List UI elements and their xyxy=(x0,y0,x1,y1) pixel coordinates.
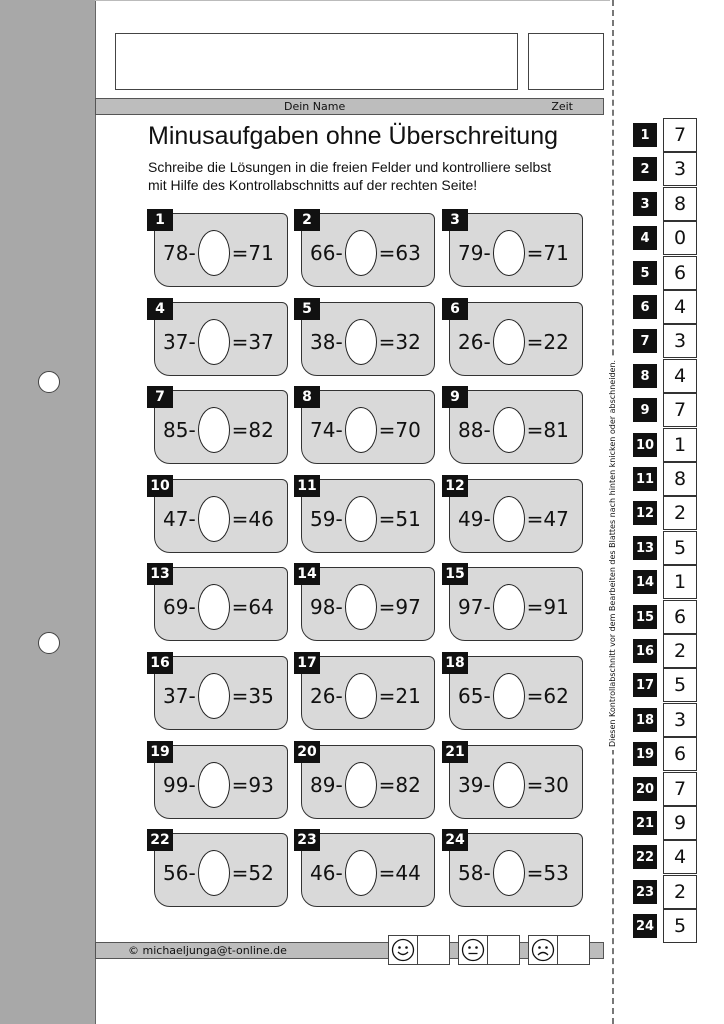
top-border-line xyxy=(95,0,610,1)
task-minuend: 89- xyxy=(310,773,343,797)
answer-number: 3 xyxy=(633,192,657,216)
answer-row xyxy=(633,737,697,771)
task-minuend: 58- xyxy=(458,861,491,885)
answer-number: 22 xyxy=(633,845,657,869)
answer-row xyxy=(633,565,697,599)
task-result: =37 xyxy=(231,330,274,354)
task-equation xyxy=(458,587,580,627)
answer-value: 4 xyxy=(663,840,697,874)
answer-value: 6 xyxy=(663,737,697,771)
task-number: 17 xyxy=(294,652,320,674)
task-number: 12 xyxy=(442,475,468,497)
task-number: 7 xyxy=(147,386,173,408)
task-minuend: 69- xyxy=(163,595,196,619)
rating-happy[interactable] xyxy=(388,935,450,965)
answer-value: 8 xyxy=(663,462,697,496)
answer-row xyxy=(633,359,697,393)
task-card xyxy=(442,386,582,466)
answer-number: 14 xyxy=(633,570,657,594)
sad-face-icon[interactable] xyxy=(528,935,558,965)
answer-oval[interactable] xyxy=(345,319,377,365)
answer-value: 1 xyxy=(663,428,697,462)
answer-number: 1 xyxy=(633,123,657,147)
answer-value: 6 xyxy=(663,600,697,634)
task-equation xyxy=(310,499,432,539)
task-equation xyxy=(163,853,285,893)
task-result: =52 xyxy=(231,861,274,885)
task-minuend: 79- xyxy=(458,241,491,265)
answer-oval[interactable] xyxy=(493,407,525,453)
answer-number: 13 xyxy=(633,536,657,560)
task-card xyxy=(147,209,287,289)
answer-number: 11 xyxy=(633,467,657,491)
task-card xyxy=(442,209,582,289)
answer-value: 3 xyxy=(663,152,697,186)
answer-value: 2 xyxy=(663,496,697,530)
task-result: =51 xyxy=(378,507,421,531)
task-minuend: 59- xyxy=(310,507,343,531)
task-result: =53 xyxy=(526,861,569,885)
task-equation xyxy=(310,676,432,716)
answer-oval[interactable] xyxy=(493,673,525,719)
task-card xyxy=(442,652,582,732)
task-result: =32 xyxy=(378,330,421,354)
task-minuend: 26- xyxy=(310,684,343,708)
time-field[interactable] xyxy=(528,33,604,90)
binder-margin xyxy=(0,0,96,1024)
task-result: =44 xyxy=(378,861,421,885)
task-minuend: 98- xyxy=(310,595,343,619)
task-result: =70 xyxy=(378,418,421,442)
answer-row xyxy=(633,496,697,530)
answer-oval[interactable] xyxy=(198,584,230,630)
task-equation xyxy=(310,322,432,362)
task-equation xyxy=(310,587,432,627)
answer-value: 4 xyxy=(663,290,697,324)
answer-oval[interactable] xyxy=(198,407,230,453)
answer-oval[interactable] xyxy=(493,584,525,630)
task-card xyxy=(294,386,434,466)
task-card xyxy=(147,741,287,821)
task-minuend: 99- xyxy=(163,773,196,797)
task-equation xyxy=(163,322,285,362)
page-title: Minusaufgaben ohne Überschreitung xyxy=(148,122,558,150)
task-result: =35 xyxy=(231,684,274,708)
answer-number: 18 xyxy=(633,708,657,732)
task-card xyxy=(442,298,582,378)
task-minuend: 26- xyxy=(458,330,491,354)
answer-number: 15 xyxy=(633,605,657,629)
task-card xyxy=(442,475,582,555)
answer-number: 12 xyxy=(633,501,657,525)
task-number: 14 xyxy=(294,563,320,585)
instruction-line: mit Hilfe des Kontrollabschnitts auf der rechten Seite! xyxy=(148,177,478,193)
task-result: =71 xyxy=(231,241,274,265)
task-card xyxy=(442,829,582,909)
task-equation xyxy=(163,676,285,716)
task-minuend: 85- xyxy=(163,418,196,442)
answer-value: 5 xyxy=(663,668,697,702)
task-result: =71 xyxy=(526,241,569,265)
answer-row xyxy=(633,118,697,152)
answer-number: 19 xyxy=(633,742,657,766)
answer-oval[interactable] xyxy=(493,319,525,365)
answer-number: 2 xyxy=(633,157,657,181)
punch-hole-bottom xyxy=(38,632,60,654)
answer-oval[interactable] xyxy=(345,230,377,276)
answer-row xyxy=(633,909,697,943)
answer-value: 3 xyxy=(663,324,697,358)
task-equation xyxy=(163,410,285,450)
task-equation xyxy=(163,499,285,539)
task-equation xyxy=(458,765,580,805)
task-card xyxy=(294,829,434,909)
task-card xyxy=(294,298,434,378)
answer-oval[interactable] xyxy=(198,230,230,276)
task-equation xyxy=(163,233,285,273)
answer-oval[interactable] xyxy=(345,673,377,719)
task-result: =47 xyxy=(526,507,569,531)
task-minuend: 97- xyxy=(458,595,491,619)
task-card xyxy=(442,741,582,821)
answer-value: 9 xyxy=(663,806,697,840)
answer-value: 6 xyxy=(663,256,697,290)
answer-row xyxy=(633,152,697,186)
task-number: 3 xyxy=(442,209,468,231)
answer-row xyxy=(633,462,697,496)
answer-number: 8 xyxy=(633,364,657,388)
task-equation xyxy=(310,853,432,893)
task-equation xyxy=(310,765,432,805)
task-minuend: 49- xyxy=(458,507,491,531)
neutral-face-icon[interactable] xyxy=(458,935,488,965)
task-equation xyxy=(310,410,432,450)
task-number: 4 xyxy=(147,298,173,320)
task-equation xyxy=(458,322,580,362)
answer-oval[interactable] xyxy=(345,407,377,453)
task-card xyxy=(147,652,287,732)
answer-oval[interactable] xyxy=(493,230,525,276)
answer-value: 5 xyxy=(663,909,697,943)
answer-value: 7 xyxy=(663,118,697,152)
answer-oval[interactable] xyxy=(198,762,230,808)
task-equation xyxy=(163,765,285,805)
task-result: =82 xyxy=(378,773,421,797)
answer-value: 2 xyxy=(663,634,697,668)
rating-box-neutral[interactable] xyxy=(488,935,520,965)
answer-number: 10 xyxy=(633,433,657,457)
answer-value: 8 xyxy=(663,187,697,221)
answer-row xyxy=(633,668,697,702)
task-minuend: 56- xyxy=(163,861,196,885)
task-minuend: 78- xyxy=(163,241,196,265)
rating-neutral[interactable] xyxy=(458,935,520,965)
answer-value: 2 xyxy=(663,875,697,909)
answer-oval[interactable] xyxy=(198,496,230,542)
task-number: 5 xyxy=(294,298,320,320)
task-equation xyxy=(458,853,580,893)
answer-row xyxy=(633,290,697,324)
task-number: 13 xyxy=(147,563,173,585)
answer-oval[interactable] xyxy=(345,496,377,542)
answer-number: 20 xyxy=(633,777,657,801)
task-minuend: 37- xyxy=(163,330,196,354)
rating-box-sad[interactable] xyxy=(558,935,590,965)
task-number: 8 xyxy=(294,386,320,408)
task-card xyxy=(294,652,434,732)
answer-value: 4 xyxy=(663,359,697,393)
task-card xyxy=(147,298,287,378)
task-equation xyxy=(458,410,580,450)
answer-number: 17 xyxy=(633,673,657,697)
fold-instruction: Diesen Kontrollabschnitt vor dem Bearbeiten des Blattes nach hinten knicken oder abschneiden. xyxy=(608,357,617,750)
task-result: =93 xyxy=(231,773,274,797)
answer-row xyxy=(633,324,697,358)
task-number: 11 xyxy=(294,475,320,497)
task-number: 9 xyxy=(442,386,468,408)
answer-number: 24 xyxy=(633,914,657,938)
answer-number: 4 xyxy=(633,226,657,250)
task-minuend: 37- xyxy=(163,684,196,708)
task-number: 6 xyxy=(442,298,468,320)
answer-row xyxy=(633,634,697,668)
answer-row xyxy=(633,600,697,634)
answer-row xyxy=(633,187,697,221)
answer-value: 7 xyxy=(663,772,697,806)
task-card xyxy=(147,475,287,555)
answer-row xyxy=(633,806,697,840)
answer-number: 6 xyxy=(633,295,657,319)
task-result: =82 xyxy=(231,418,274,442)
answer-oval[interactable] xyxy=(345,762,377,808)
task-equation xyxy=(163,587,285,627)
answer-oval[interactable] xyxy=(493,850,525,896)
task-minuend: 65- xyxy=(458,684,491,708)
task-card xyxy=(294,209,434,289)
rating-box-happy[interactable] xyxy=(418,935,450,965)
answer-row xyxy=(633,703,697,737)
answer-oval[interactable] xyxy=(493,496,525,542)
answer-row xyxy=(633,531,697,565)
time-label: Zeit xyxy=(551,100,573,113)
answer-row xyxy=(633,875,697,909)
instructions xyxy=(148,158,608,194)
answer-value: 5 xyxy=(663,531,697,565)
task-card xyxy=(442,563,582,643)
answer-row xyxy=(633,256,697,290)
task-minuend: 46- xyxy=(310,861,343,885)
answer-number: 16 xyxy=(633,639,657,663)
task-equation xyxy=(310,233,432,273)
answer-row xyxy=(633,428,697,462)
answer-oval[interactable] xyxy=(198,319,230,365)
task-card xyxy=(147,563,287,643)
instruction-line: Schreibe die Lösungen in die freien Felder und kontrolliere selbst xyxy=(148,159,552,175)
task-minuend: 66- xyxy=(310,241,343,265)
answer-number: 5 xyxy=(633,261,657,285)
task-result: =22 xyxy=(526,330,569,354)
name-field[interactable] xyxy=(115,33,518,90)
task-card xyxy=(147,829,287,909)
answer-oval[interactable] xyxy=(198,673,230,719)
task-minuend: 47- xyxy=(163,507,196,531)
answer-oval[interactable] xyxy=(345,850,377,896)
task-number: 23 xyxy=(294,829,320,851)
task-number: 19 xyxy=(147,741,173,763)
task-result: =46 xyxy=(231,507,274,531)
answer-oval[interactable] xyxy=(493,762,525,808)
task-result: =97 xyxy=(378,595,421,619)
task-card xyxy=(294,563,434,643)
task-number: 21 xyxy=(442,741,468,763)
task-minuend: 88- xyxy=(458,418,491,442)
task-equation xyxy=(458,676,580,716)
task-number: 16 xyxy=(147,652,173,674)
task-result: =63 xyxy=(378,241,421,265)
answer-value: 0 xyxy=(663,221,697,255)
answer-number: 23 xyxy=(633,880,657,904)
header-label-bar xyxy=(95,98,604,115)
task-result: =21 xyxy=(378,684,421,708)
answer-number: 21 xyxy=(633,811,657,835)
answer-row xyxy=(633,393,697,427)
task-number: 24 xyxy=(442,829,468,851)
task-minuend: 39- xyxy=(458,773,491,797)
answer-row xyxy=(633,772,697,806)
answer-row xyxy=(633,840,697,874)
task-number: 18 xyxy=(442,652,468,674)
punch-hole-top xyxy=(38,371,60,393)
task-number: 2 xyxy=(294,209,320,231)
answer-value: 1 xyxy=(663,565,697,599)
happy-face-icon[interactable] xyxy=(388,935,418,965)
answer-number: 7 xyxy=(633,329,657,353)
answer-oval[interactable] xyxy=(345,584,377,630)
task-card xyxy=(294,741,434,821)
task-minuend: 38- xyxy=(310,330,343,354)
task-equation xyxy=(458,233,580,273)
copyright-email: © michaeljunga@t-online.de xyxy=(128,944,287,957)
answer-row xyxy=(633,221,697,255)
name-label: Dein Name xyxy=(284,100,346,113)
answer-oval[interactable] xyxy=(198,850,230,896)
rating-sad[interactable] xyxy=(528,935,590,965)
task-minuend: 74- xyxy=(310,418,343,442)
task-number: 10 xyxy=(147,475,173,497)
answer-number: 9 xyxy=(633,398,657,422)
task-result: =30 xyxy=(526,773,569,797)
task-number: 15 xyxy=(442,563,468,585)
task-card xyxy=(294,475,434,555)
task-result: =81 xyxy=(526,418,569,442)
answer-value: 3 xyxy=(663,703,697,737)
task-number: 20 xyxy=(294,741,320,763)
task-result: =64 xyxy=(231,595,274,619)
task-number: 1 xyxy=(147,209,173,231)
task-result: =62 xyxy=(526,684,569,708)
task-card xyxy=(147,386,287,466)
task-number: 22 xyxy=(147,829,173,851)
task-equation xyxy=(458,499,580,539)
task-result: =91 xyxy=(526,595,569,619)
answer-value: 7 xyxy=(663,393,697,427)
